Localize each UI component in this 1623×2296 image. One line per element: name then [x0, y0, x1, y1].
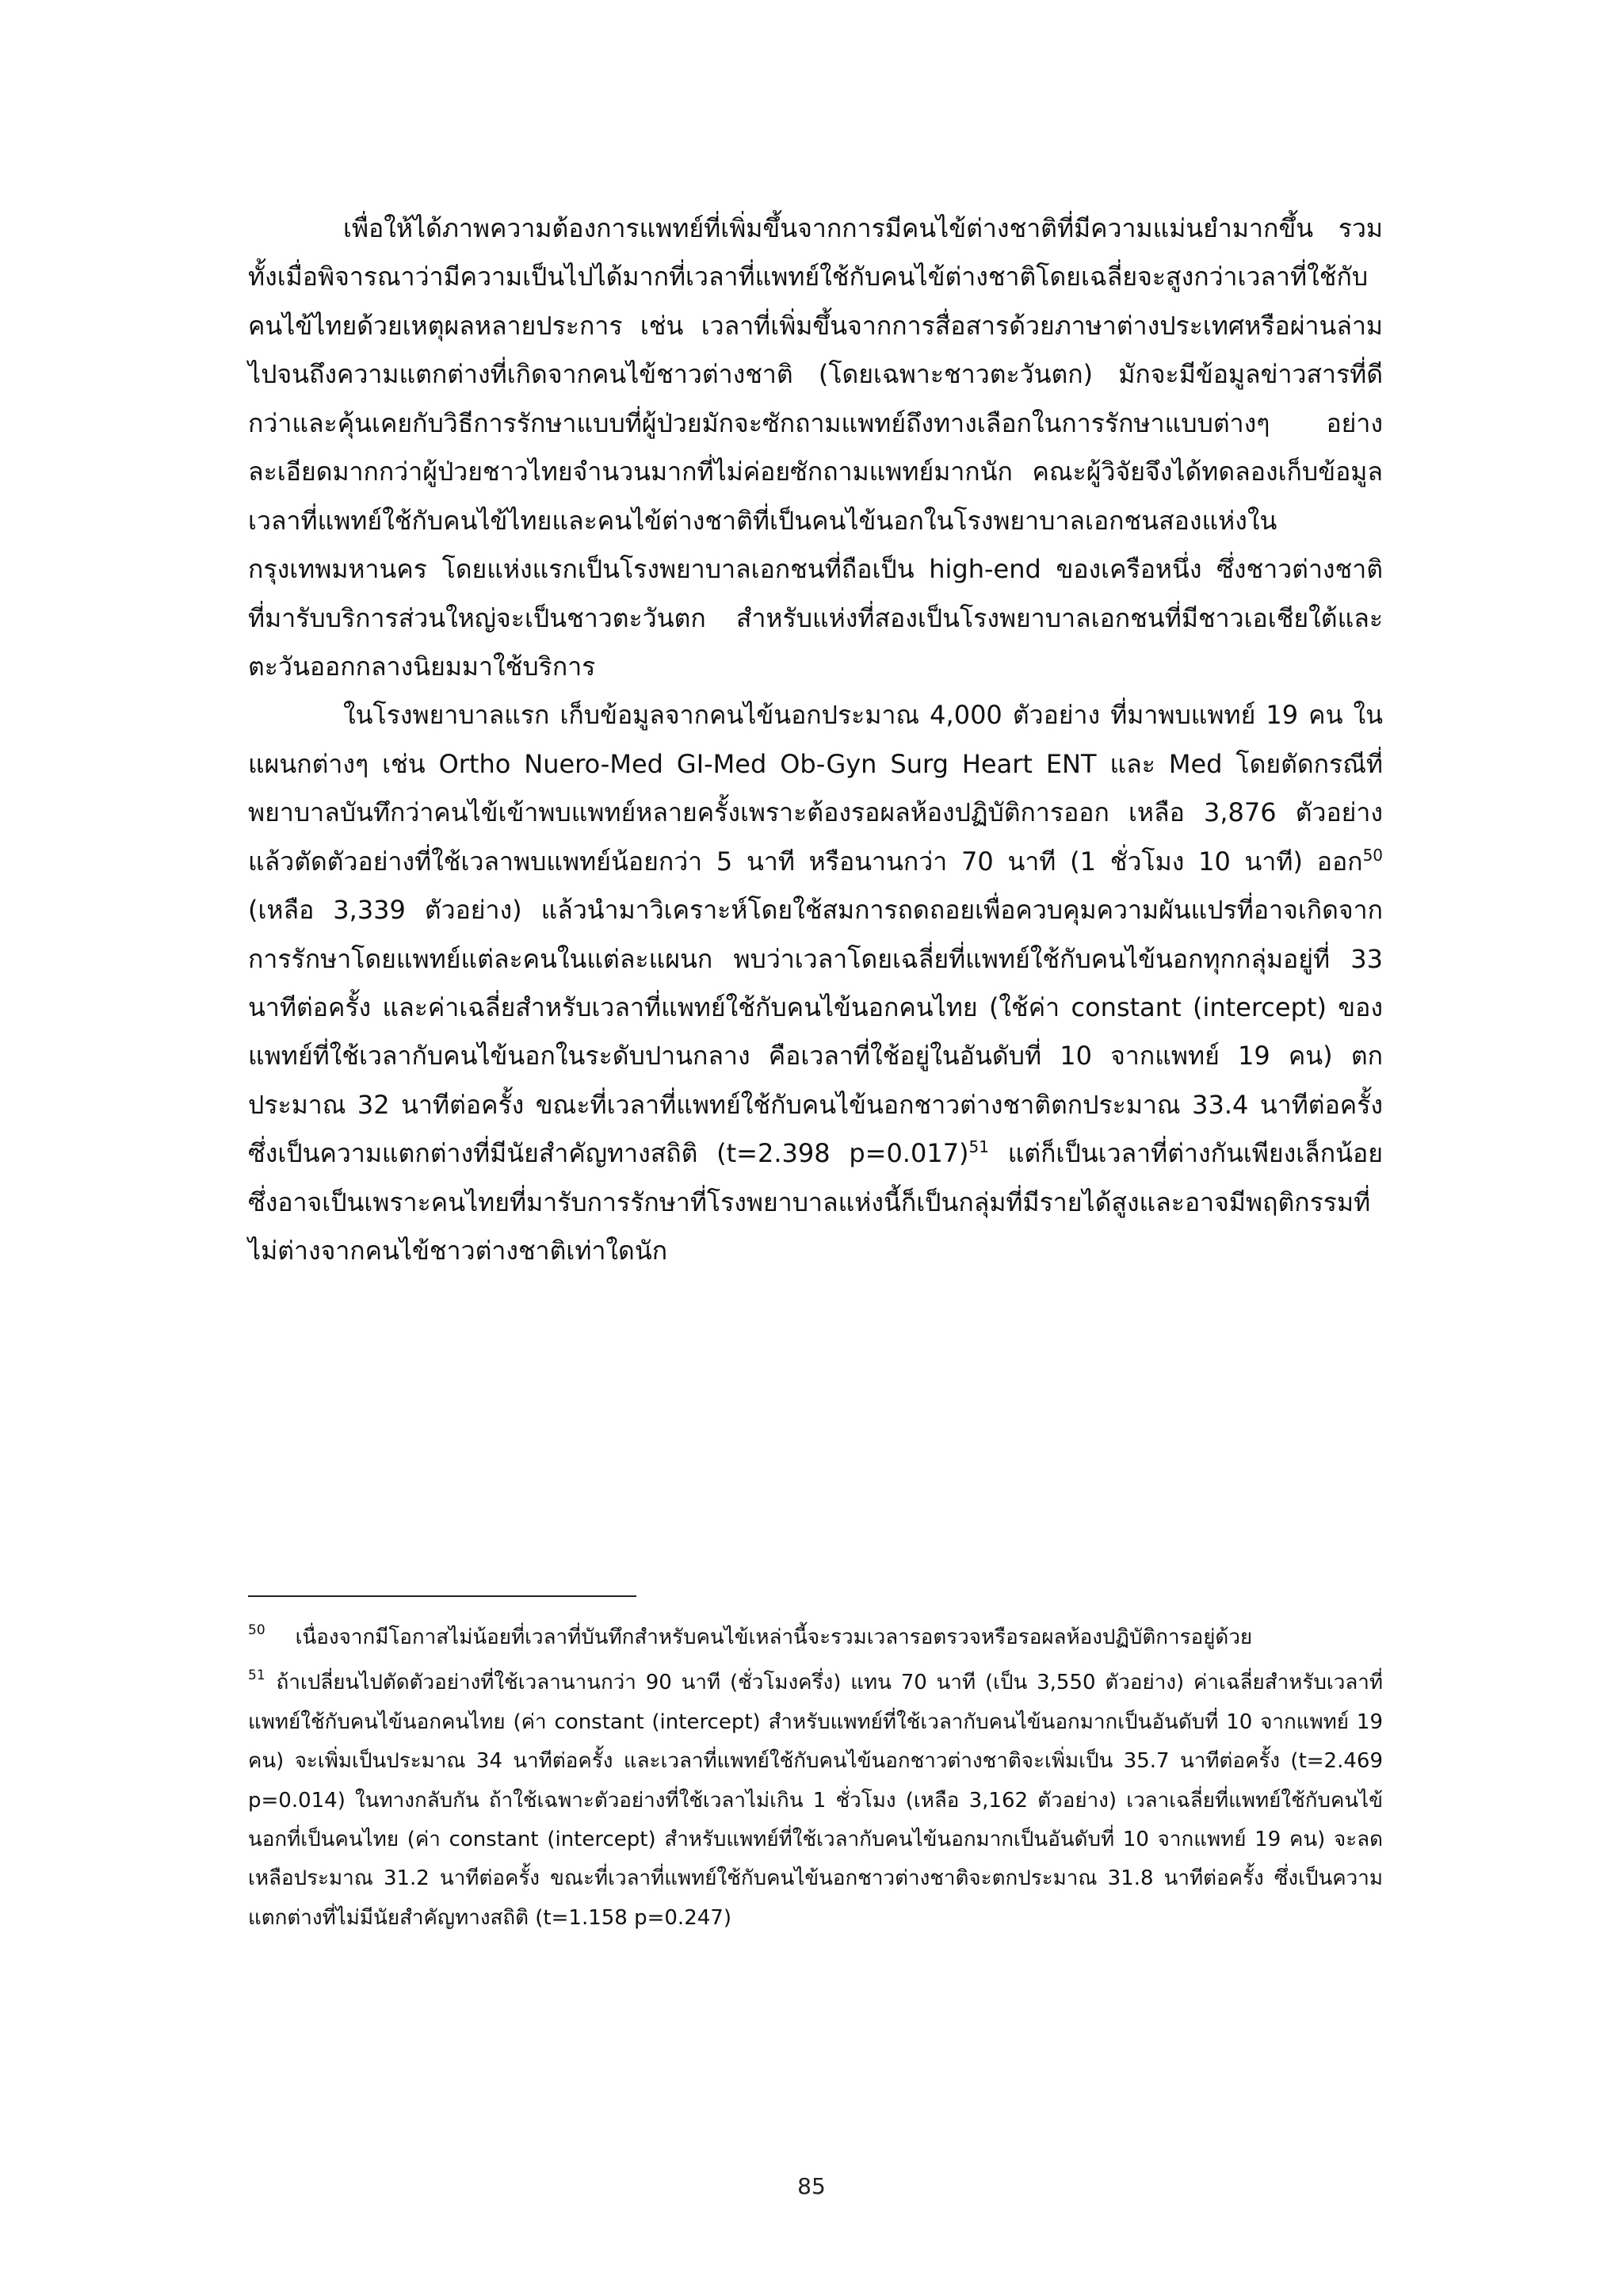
- paragraph-2-text-part-3: แต่ก็เป็นเวลาที่ต่างกันเพียงเล็กน้อย ซึ่งอาจเป็นเพราะคนไทยที่มารับการรักษาที่โรงพยาบาลแห่งนี้ก็เป็นกลุ่มที่มีรายได้สูงและอาจมีพฤติกรรมที่ไม่ต่างจากคนไข้ชาวต่างชาติเท่าใดนัก: [248, 1138, 1384, 1266]
- footnote-text: ถ้าเปลี่ยนไปตัดตัวอย่างที่ใช้เวลานานกว่า 90 นาที (ชั่วโมงครึ่ง) แทน 70 นาที (เป็น 3,550 ตัวอย่าง) ค่าเฉลี่ยสำหรับเวลาที่แพทย์ใช้กับคนไข้นอกคนไทย (ค่า constant (intercept) สำหรับแพทย์ที่ใช้เวลากับคนไข้นอกมากเป็นอันดับที่ 10 จากแพทย์ 19 คน) จะเพิ่มเป็นประมาณ 34 นาทีต่อครั้ง และเวลาที่แพทย์ใช้กับคนไข้นอกชาวต่างชาติจะเพิ่มเป็น 35.7 นาทีต่อครั้ง (t=2.469 p=0.014) ในทางกลับกัน ถ้าใช้เฉพาะตัวอย่างที่ใช้เวลาไม่เกิน 1 ชั่วโมง (เหลือ 3,162 ตัวอย่าง) เวลาเฉลี่ยที่แพทย์ใช้กับคนไข้นอกที่เป็นคนไทย (ค่า constant (intercept) สำหรับแพทย์ที่ใช้เวลากับคนไข้นอกมากเป็นอันดับที่ 10 จากแพทย์ 19 คน) จะลดเหลือประมาณ 31.2 นาทีต่อครั้ง ขณะที่เวลาที่แพทย์ใช้กับคนไข้นอกชาวต่างชาติจะตกประมาณ 31.8 นาทีต่อครั้ง ซึ่งเป็นความแตกต่างที่ไม่มีนัยสำคัญทางสถิติ (t=1.158 p=0.247): [248, 1671, 1383, 1930]
- body-text: [248, 204, 1383, 1276]
- paragraph-2-text-part-1: ในโรงพยาบาลแรก เก็บข้อมูลจากคนไข้นอกประมาณ 4,000 ตัวอย่าง ที่มาพบแพทย์ 19 คน ในแผนกต่างๆ เช่น Ortho Nuero-Med GI-Med Ob-Gyn Surg Heart ENT และ Med โดยตัดกรณีที่พยาบาลบันทึกว่าคนไข้เข้าพบแพทย์หลายครั้งเพราะต้องรอผลห้องปฏิบัติการออก เหลือ 3,876 ตัวอย่าง แล้วตัดตัวอย่างที่ใช้เวลาพบแพทย์น้อยกว่า 5 นาที หรือนานกว่า 70 นาที (1 ชั่วโมง 10 นาที) ออก: [248, 700, 1383, 877]
- footnote-50: 50 เนื่องจากมีโอกาสไม่น้อยที่เวลาที่บันทึกสำหรับคนไข้เหล่านี้จะรวมเวลารอตรวจหรือรอผลห้องปฏิบัติการอยู่ด้วย: [248, 1622, 1253, 1649]
- footnotes: [248, 1618, 1383, 1938]
- paragraph-1: [248, 204, 1383, 691]
- footnote-ref-50[interactable]: 50: [1362, 845, 1384, 865]
- footnote-divider: [248, 1595, 636, 1597]
- page-number: 85: [797, 2173, 826, 2199]
- footnote-ref-51[interactable]: 51: [968, 1137, 989, 1157]
- footnote-51: 51 ถ้าเปลี่ยนไปตัดตัวอย่างที่ใช้เวลานานกว่า 90 นาที (ชั่วโมงครึ่ง) แทน 70 นาที (เป็น 3,550 ตัวอย่าง) ค่าเฉลี่ยสำหรับเวลาที่แพทย์ใช้กับคนไข้นอกคนไทย (ค่า constant (intercept) สำหรับแพทย์ที่ใช้เวลากับคนไข้นอกมากเป็นอันดับที่ 10 จากแพทย์ 19 คน) จะเพิ่มเป็นประมาณ 34 นาทีต่อครั้ง และเวลาที่แพทย์ใช้กับคนไข้นอกชาวต่างชาติจะเพิ่มเป็น 35.7 นาทีต่อครั้ง (t=2.469 p=0.014) ในทางกลับกัน ถ้าใช้เฉพาะตัวอย่างที่ใช้เวลาไม่เกิน 1 ชั่วโมง (เหลือ 3,162 ตัวอย่าง) เวลาเฉลี่ยที่แพทย์ใช้กับคนไข้นอกที่เป็นคนไทย (ค่า constant (intercept) สำหรับแพทย์ที่ใช้เวลากับคนไข้นอกมากเป็นอันดับที่ 10 จากแพทย์ 19 คน) จะลดเหลือประมาณ 31.2 นาทีต่อครั้ง ขณะที่เวลาที่แพทย์ใช้กับคนไข้นอกชาวต่างชาติจะตกประมาณ 31.8 นาทีต่อครั้ง ซึ่งเป็นความแตกต่างที่ไม่มีนัยสำคัญทางสถิติ (t=1.158 p=0.247): [248, 1668, 1383, 1930]
- paragraph-2: [248, 691, 1383, 1275]
- footnote-text: เนื่องจากมีโอกาสไม่น้อยที่เวลาที่บันทึกสำหรับคนไข้เหล่านี้จะรวมเวลารอตรวจหรือรอผลห้องปฏิบัติการอยู่ด้วย: [295, 1626, 1253, 1649]
- paragraph-2-text-part-2: (เหลือ 3,339 ตัวอย่าง) แล้วนำมาวิเคราะห์โดยใช้สมการถดถอยเพื่อควบคุมความผันแปรที่อาจเกิดจากการรักษาโดยแพทย์แต่ละคนในแต่ละแผนก พบว่าเวลาโดยเฉลี่ยที่แพทย์ใช้กับคนไข้นอกทุกกลุ่มอยู่ที่ 33 นาทีต่อครั้ง และค่าเฉลี่ยสำหรับเวลาที่แพทย์ใช้กับคนไข้นอกคนไทย (ใช้ค่า constant (intercept) ของแพทย์ที่ใช้เวลากับคนไข้นอกในระดับปานกลาง คือเวลาที่ใช้อยู่ในอันดับที่ 10 จากแพทย์ 19 คน) ตกประมาณ 32 นาทีต่อครั้ง ขณะที่เวลาที่แพทย์ใช้กับคนไข้นอกชาวต่างชาติตกประมาณ 33.4 นาทีต่อครั้ง ซึ่งเป็นความแตกต่างที่มีนัยสำคัญทางสถิติ (t=2.398 p=0.017): [248, 895, 1384, 1169]
- paragraph-1-text: เพื่อให้ได้ภาพความต้องการแพทย์ที่เพิ่มขึ้นจากการมีคนไข้ต่างชาติที่มีความแม่นยำมากขึ้น รวมทั้งเมื่อพิจารณาว่ามีความเป็นไปได้มากที่เวลาที่แพทย์ใช้กับคนไข้ต่างชาติโดยเฉลี่ยจะสูงกว่าเวลาที่ใช้กับคนไข้ไทยด้วยเหตุผลหลายประการ เช่น เวลาที่เพิ่มขึ้นจากการสื่อสารด้วยภาษาต่างประเทศหรือผ่านล่าม ไปจนถึงความแตกต่างที่เกิดจากคนไข้ชาวต่างชาติ (โดยเฉพาะชาวตะวันตก) มักจะมีข้อมูลข่าวสารที่ดีกว่าและคุ้นเคยกับวิธีการรักษาแบบที่ผู้ป่วยมักจะซักถามแพทย์ถึงทางเลือกในการรักษาแบบต่างๆ อย่างละเอียดมากกว่าผู้ป่วยชาวไทยจำนวนมากที่ไม่ค่อยซักถามแพทย์มากนัก คณะผู้วิจัยจึงได้ทดลองเก็บข้อมูลเวลาที่แพทย์ใช้กับคนไข้ไทยและคนไข้ต่างชาติที่เป็นคนไข้นอกในโรงพยาบาลเอกชนสองแห่งในกรุงเทพมหานคร โดยแห่งแรกเป็นโรงพยาบาลเอกชนที่ถือเป็น high-end ของเครือหนึ่ง ซึ่งชาวต่างชาติที่มารับบริการส่วนใหญ่จะเป็นชาวตะวันตก สำหรับแห่งที่สองเป็นโรงพยาบาลเอกชนที่มีชาวเอเชียใต้และตะวันออกกลางนิยมมาใช้บริการ: [248, 213, 1383, 682]
